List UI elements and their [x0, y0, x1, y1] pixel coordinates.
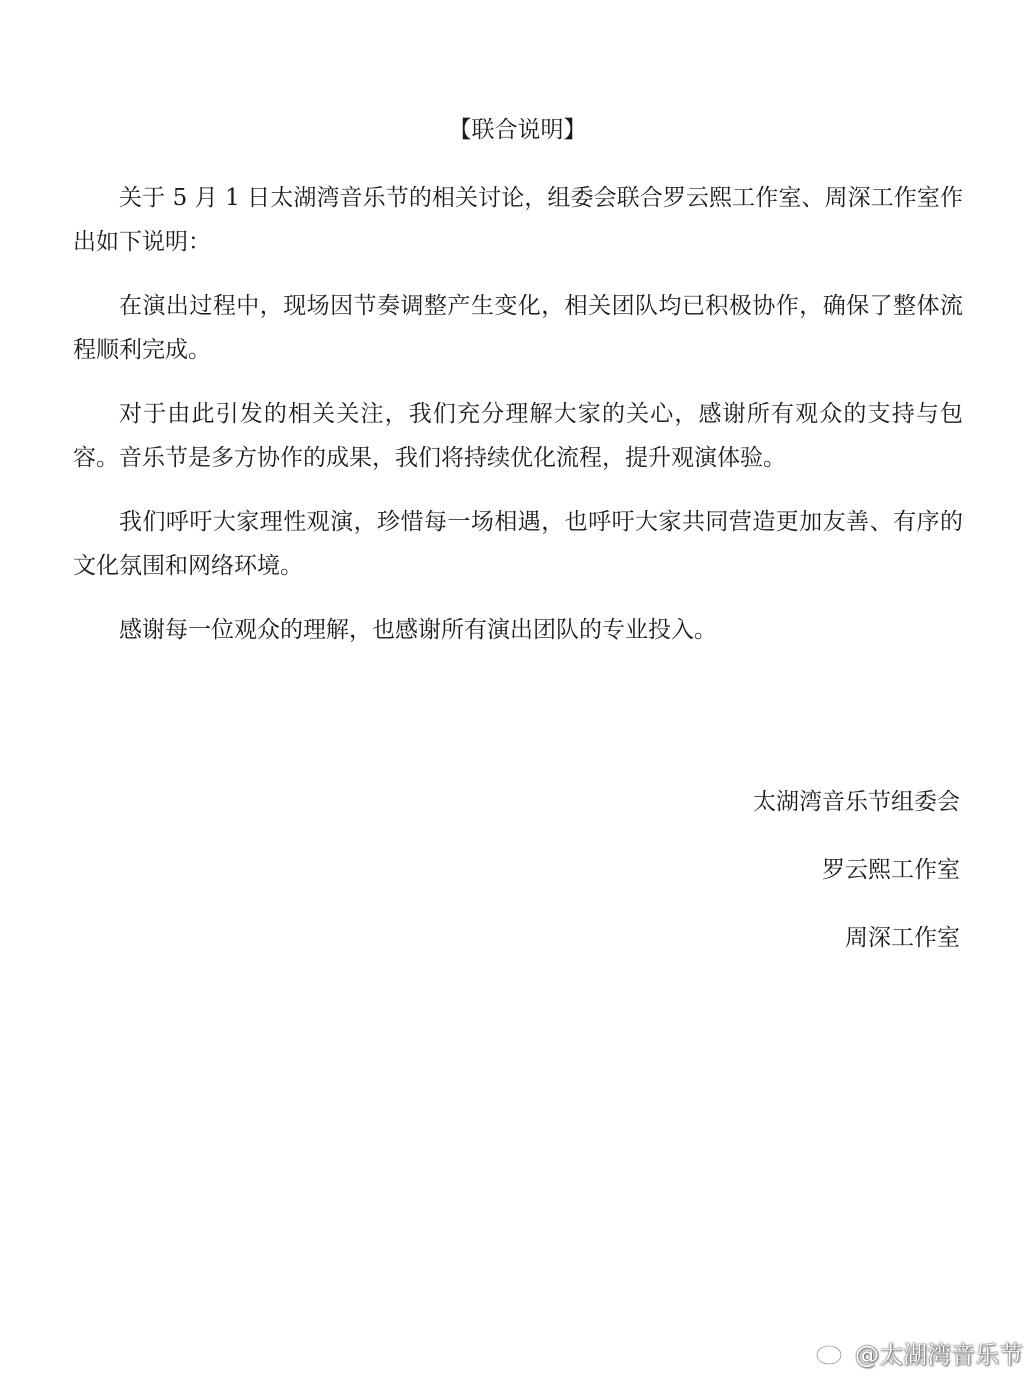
signature-block — [753, 784, 960, 988]
paragraph-intro: 关于 5 月 1 日太湖湾音乐节的相关讨论，组委会联合罗云熙工作室、周深工作室作出如下说明： — [73, 185, 963, 255]
statement-body — [73, 176, 963, 672]
watermark-text: @太湖湾音乐节 — [855, 1340, 1023, 1369]
signatory-zhou-shen-studio: 周深工作室 — [845, 925, 960, 951]
document-title: 【联合说明】 — [448, 117, 587, 143]
paragraph-appeal: 我们呼吁大家理性观演，珍惜每一场相遇，也呼吁大家共同营造更加友善、有序的文化氛围和网络环境。 — [73, 509, 963, 579]
signatory-organizing-committee: 太湖湾音乐节组委会 — [753, 789, 960, 815]
weibo-watermark — [815, 1336, 1023, 1368]
paragraph-attention: 对于由此引发的相关关注，我们充分理解大家的关心，感谢所有观众的支持与包容。音乐节是多方协作的成果，我们将持续优化流程，提升观演体验。 — [73, 401, 963, 471]
paragraph-performance: 在演出过程中，现场因节奏调整产生变化，相关团队均已积极协作，确保了整体流程顺利完成。 — [73, 293, 963, 363]
signatory-luo-yunxi-studio: 罗云熙工作室 — [822, 857, 960, 883]
paragraph-thanks: 感谢每一位观众的理解，也感谢所有演出团队的专业投入。 — [119, 617, 717, 643]
weibo-icon — [815, 1338, 849, 1366]
